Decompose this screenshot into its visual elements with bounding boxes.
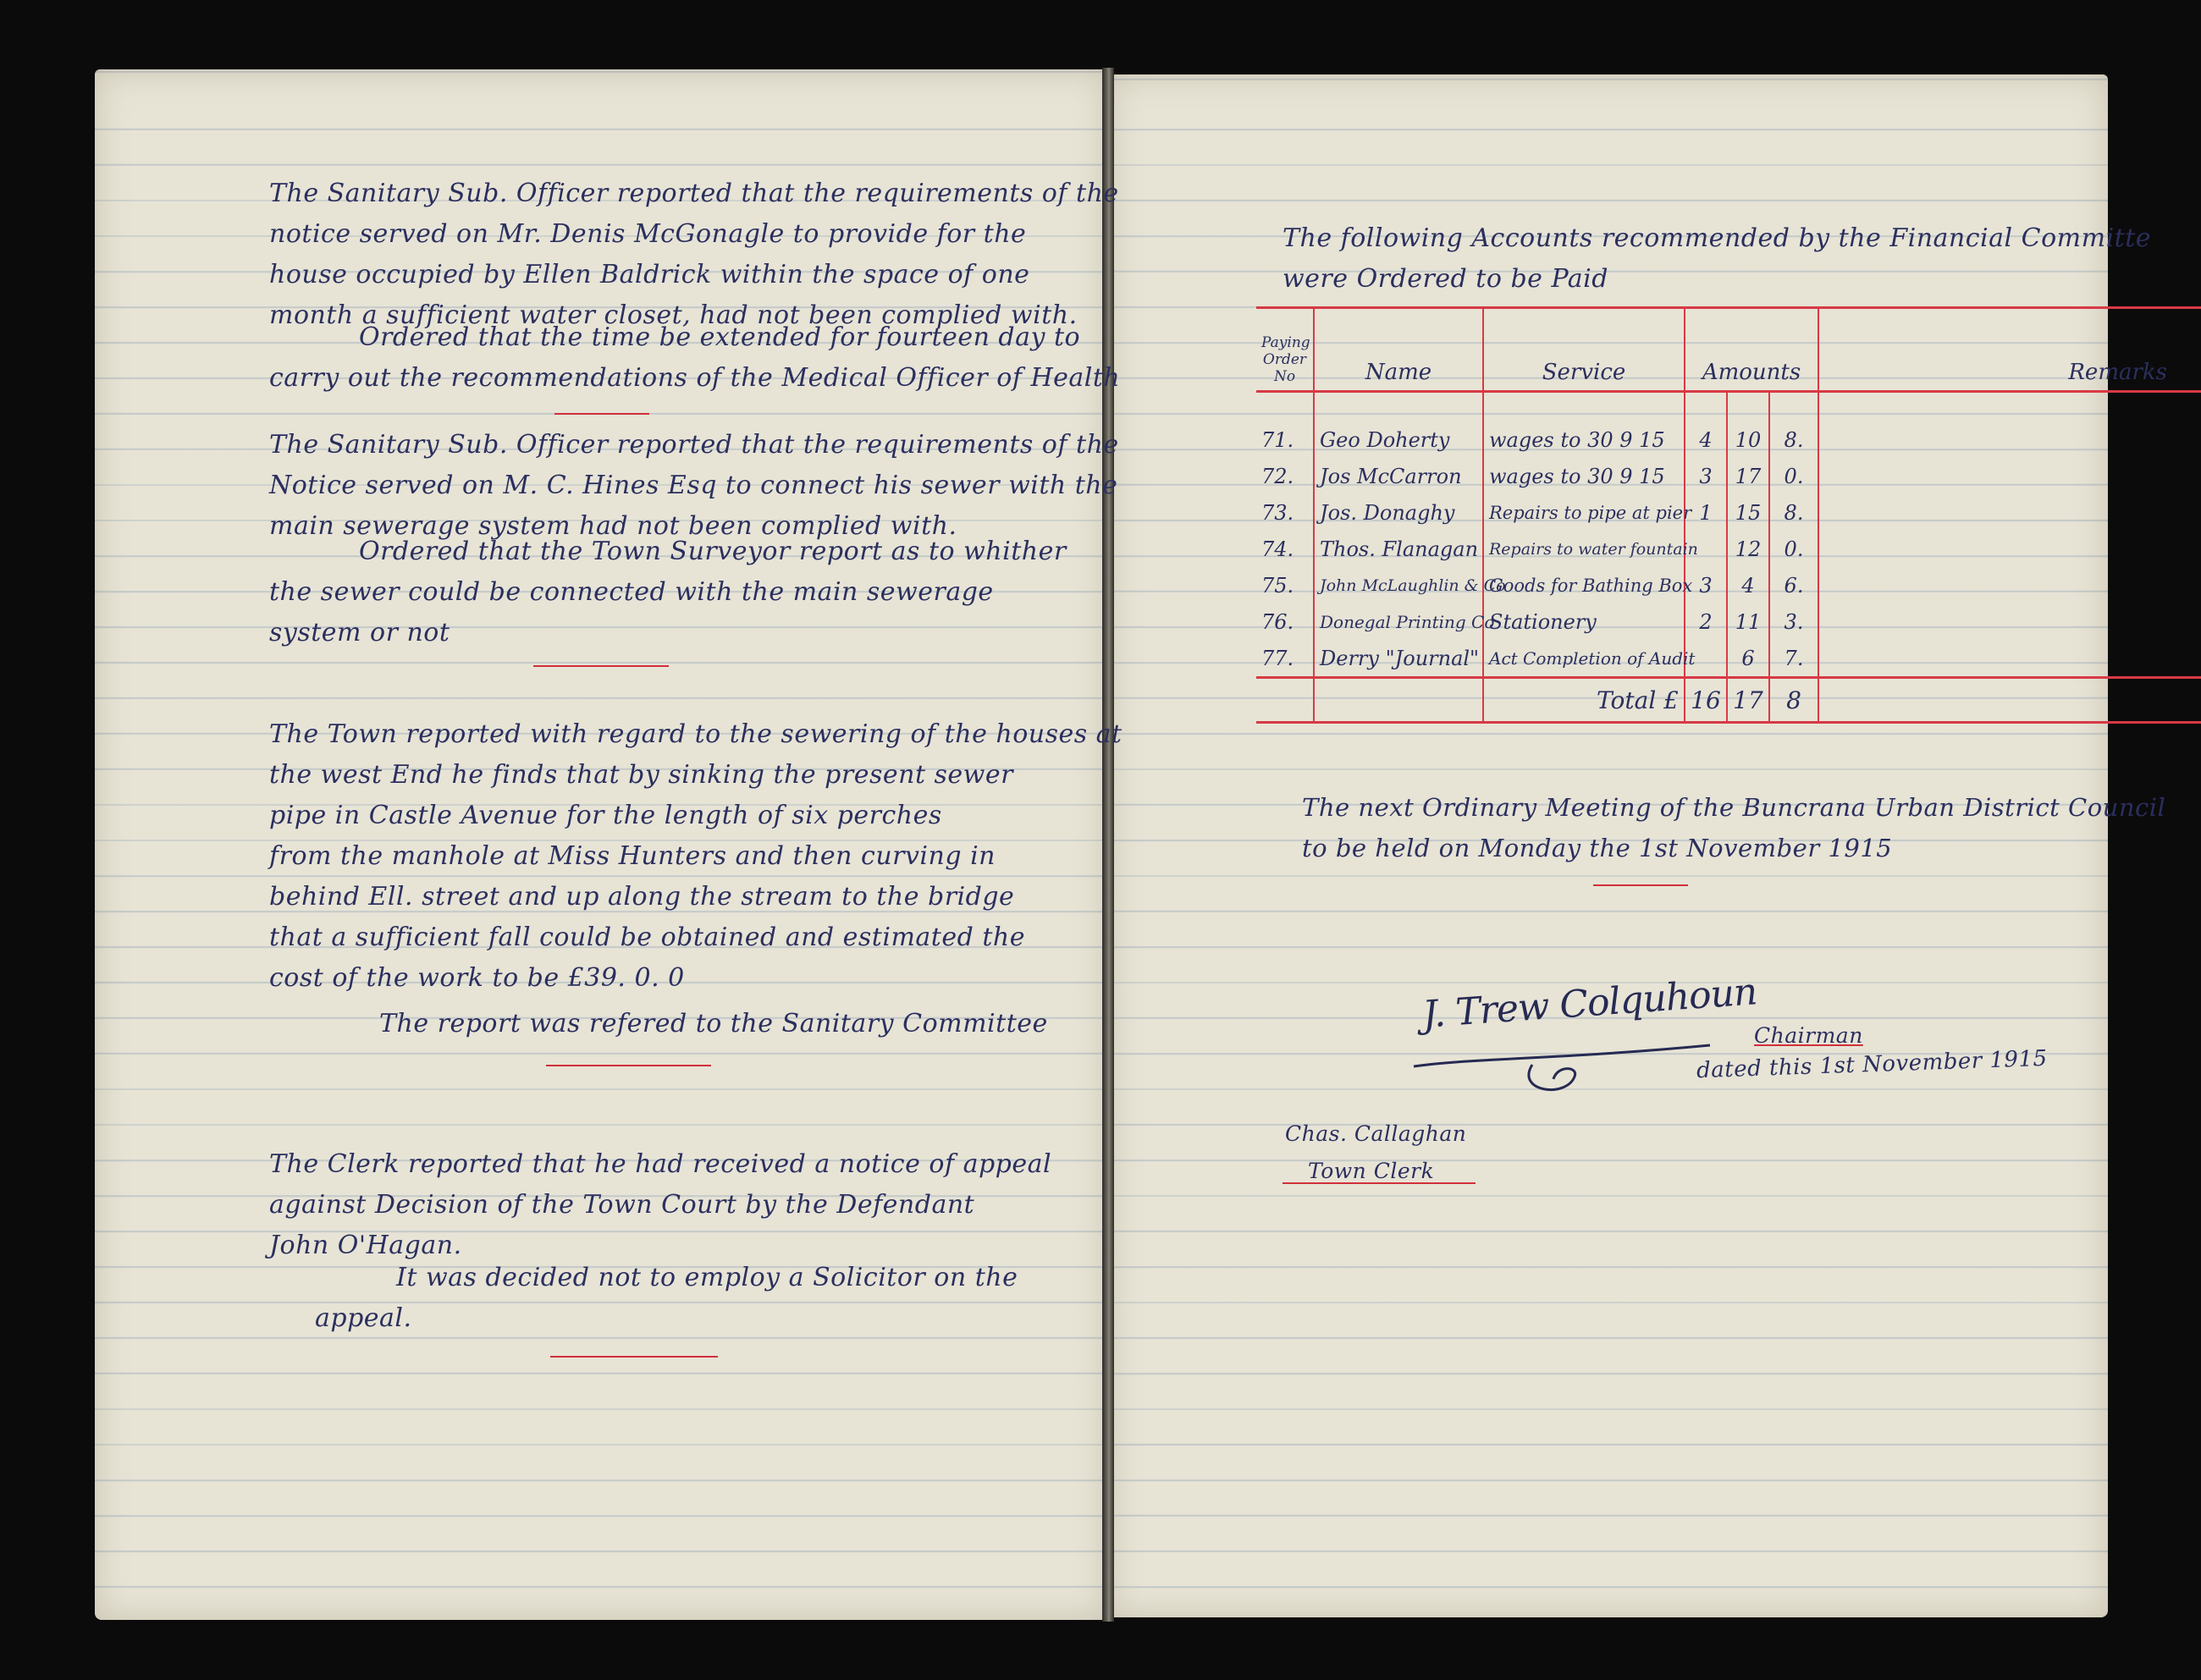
header-service: Service (1483, 308, 1685, 392)
cell-name: Thos. Flanagan (1314, 531, 1483, 567)
entry-sanitary-sewer: The Sanitary Sub. Officer reported that the requirements of the Notice served on M. C. Hines Esq to connect his sewer with the main sewerage system had not been complied with. (269, 430, 1119, 541)
separator-2 (533, 665, 669, 667)
cell-no: 71. (1261, 427, 1294, 452)
cell-pounds: 2 (1685, 603, 1727, 640)
header-remarks: Remarks (1818, 308, 2201, 392)
table-row (1256, 603, 2201, 640)
cell-remarks (1818, 640, 2201, 678)
cell-no: 76. (1261, 609, 1294, 634)
cell-pence: 8. (1769, 494, 1818, 531)
separator-4 (550, 1356, 718, 1358)
entry-sanitary-closet-order: Ordered that the time be extended for fourteen day to carry out the recommendations of the Medical Officer of Health (269, 322, 1121, 393)
cell-service: Stationery (1483, 603, 1685, 640)
table-row (1256, 458, 2201, 494)
cell-remarks (1818, 567, 2201, 603)
total-shillings: 17 (1727, 678, 1769, 723)
cell-pence: 3. (1769, 603, 1818, 640)
cell-name: Derry "Journal" (1314, 640, 1483, 678)
cell-service: wages to 30 9 15 (1483, 421, 1685, 458)
cell-pence: 8. (1769, 421, 1818, 458)
accounts-intro: The following Accounts recommended by the Financial Committe were Ordered to be Paid (1283, 223, 2152, 294)
total-pence: 8 (1769, 678, 1818, 723)
cell-service: Goods for Bathing Box (1483, 567, 1685, 603)
cell-no: 72. (1261, 464, 1294, 488)
separator-right-1 (1593, 884, 1688, 886)
cell-shillings: 6 (1727, 640, 1769, 678)
clerk-underline (1283, 1182, 1476, 1184)
total-label: Total £ (1483, 678, 1685, 723)
cell-pence: 0. (1769, 458, 1818, 494)
cell-pence: 0. (1769, 531, 1818, 567)
table-row (1256, 640, 2201, 678)
separator-1 (554, 413, 649, 415)
cell-total-remarks (1818, 678, 2201, 723)
cell-service: Act Completion of Audit (1483, 640, 1685, 678)
cell-shillings: 4 (1727, 567, 1769, 603)
accounts-table (1256, 306, 2201, 724)
signature-flourish (1405, 999, 1727, 1100)
entry-sanitary-closet: The Sanitary Sub. Officer reported that the requirements of the notice served on Mr. Denis McGonagle to provide for the house occupied by Ellen Baldrick within the space of one month a sufficient water closet, had not been complied with. (269, 179, 1119, 330)
table-row (1256, 494, 2201, 531)
table-row (1256, 531, 2201, 567)
entry-appeal-decision: It was decided not to employ a Solicitor on the appeal. (315, 1263, 1018, 1333)
chairman-label: Chairman (1754, 1023, 1863, 1048)
cell-shillings: 15 (1727, 494, 1769, 531)
total-pounds: 16 (1685, 678, 1727, 723)
cell-service: wages to 30 9 15 (1483, 458, 1685, 494)
cell-shillings: 17 (1727, 458, 1769, 494)
table-spacer-row (1256, 392, 2201, 422)
cell-name: Jos McCarron (1314, 458, 1483, 494)
cell-no: 74. (1261, 537, 1294, 561)
cell-no: 73. (1261, 500, 1294, 525)
chairman-signature: J. Trew Colquhoun (1420, 970, 1758, 1037)
cell-shillings: 12 (1727, 531, 1769, 567)
cell-total-blank (1256, 678, 1314, 723)
cell-no: 75. (1261, 573, 1294, 598)
table-row (1256, 421, 2201, 458)
cell-pounds: 4 (1685, 421, 1727, 458)
cell-name: Jos. Donaghy (1314, 494, 1483, 531)
cell-name: Donegal Printing Co (1314, 603, 1483, 640)
cell-pounds: 1 (1685, 494, 1727, 531)
entry-west-end-sewering: The Town reported with regard to the sewering of the houses at the west End he finds that by sinking the present sewer pipe in Castle Avenue for the length of six perches from the manhole at Miss Hunters and then curving in behind Ell. street and up along the stream to the bridge that a sufficient fall could be obtained and estimated the cost of the work to be £39. 0. 0 (269, 719, 1123, 993)
header-paying-order: Paying Order No (1261, 334, 1310, 385)
table-total-row (1256, 678, 2201, 723)
cell-remarks (1818, 458, 2201, 494)
cell-pence: 6. (1769, 567, 1818, 603)
clerk-name: Chas. Callaghan (1285, 1121, 1467, 1146)
cell-remarks (1818, 494, 2201, 531)
entry-west-end-resolution: The report was refered to the Sanitary Committee (379, 1009, 1048, 1038)
dated-line: dated this 1st November 1915 (1696, 1045, 2049, 1084)
cell-shillings: 10 (1727, 421, 1769, 458)
cell-pence: 7. (1769, 640, 1818, 678)
cell-service: Repairs to pipe at pier (1483, 494, 1685, 531)
cell-pounds: 3 (1685, 567, 1727, 603)
entry-appeal: The Clerk reported that he had received a notice of appeal against Decision of the Town Court by the Defendant John O'Hagan. (269, 1149, 1052, 1260)
entry-sanitary-sewer-order: Ordered that the Town Surveyor report as to whither the sewer could be connected with the main sewerage system or not (269, 537, 1067, 647)
table-header-row (1256, 308, 2201, 392)
cell-no: 77. (1261, 646, 1294, 670)
cell-remarks (1818, 603, 2201, 640)
header-name: Name (1314, 308, 1483, 392)
cell-total-blank-name (1314, 678, 1483, 723)
cell-name: John McLaughlin & Co (1314, 567, 1483, 603)
separator-3 (546, 1065, 711, 1066)
cell-name: Geo Doherty (1314, 421, 1483, 458)
table-row (1256, 567, 2201, 603)
cell-service: Repairs to water fountain (1483, 531, 1685, 567)
cell-pounds: 3 (1685, 458, 1727, 494)
next-meeting-notice: The next Ordinary Meeting of the Buncrana Urban District Council to be held on Monday the 1st November 1915 (1302, 793, 2166, 862)
cell-remarks (1818, 421, 2201, 458)
cell-remarks (1818, 531, 2201, 567)
header-amounts: Amounts (1685, 308, 1818, 392)
clerk-title: Town Clerk (1308, 1159, 1435, 1183)
cell-shillings: 11 (1727, 603, 1769, 640)
